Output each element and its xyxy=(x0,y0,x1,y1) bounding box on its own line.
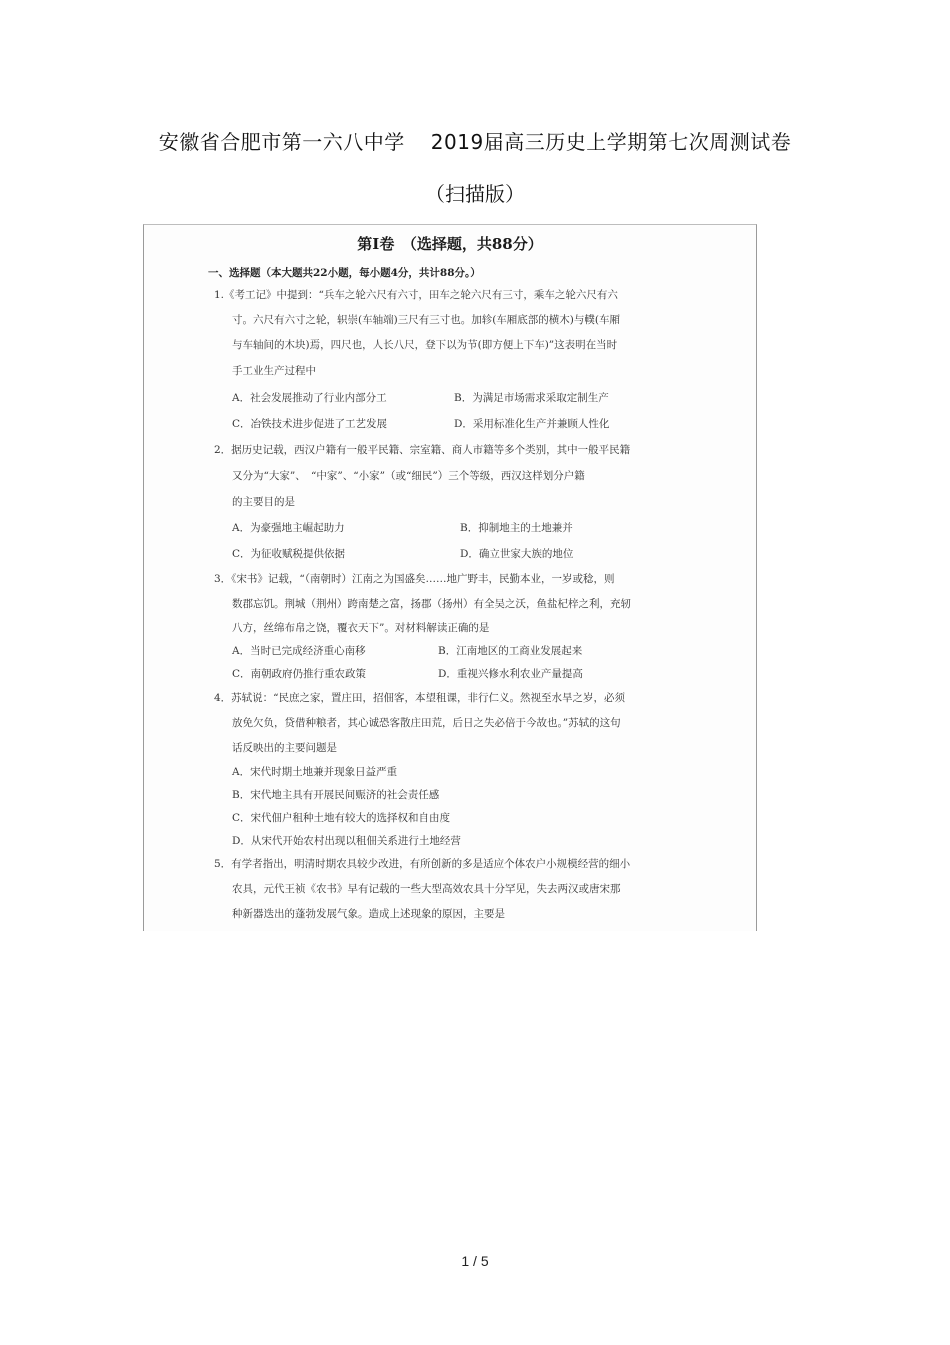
q1-option-c: C．冶铁技术进步促进了工艺发展 xyxy=(232,418,388,430)
q2-option-b: B．抑制地主的土地兼并 xyxy=(460,522,573,534)
q1-line-4: 手工业生产过程中 xyxy=(232,365,316,377)
q1-line-2: 寸。六尺有六寸之轮，轵崇(车轴端)三尺有三寸也。加轸(车厢底部的横木)与轐(车厢 xyxy=(232,314,620,326)
q3-line-2: 数郡忘饥。荆城（荆州）跨南楚之富，扬郡（扬州）有全吴之沃，鱼盐杞梓之利，充轫 xyxy=(232,598,631,610)
q3-line-1: 3．《宋书》记载，“（南朝时）江南之为国盛矣……地广野丰，民勤本业，一岁或稔，则 xyxy=(214,573,615,585)
q1-option-d: D．采用标准化生产并兼顾人性化 xyxy=(454,418,610,430)
title-exam: 2019届高三历史上学期第七次周测试卷 xyxy=(430,130,792,154)
scanned-exam-image xyxy=(143,224,757,931)
q4-line-1: 4．苏轼说：“民庶之家，置庄田，招佃客，本望租课，非行仁义。然视至水旱之岁，必须 xyxy=(214,692,626,704)
q3-option-d: D．重视兴修水利农业产量提高 xyxy=(438,668,583,680)
q5-line-1: 5．有学者指出，明清时期农具较少改进，有所创新的多是适应个体农户小规模经营的细小 xyxy=(214,858,631,870)
q3-option-c: C．南朝政府仍推行重农政策 xyxy=(232,668,367,680)
q3-option-a: A．当时已完成经济重心南移 xyxy=(232,645,366,657)
title-school: 安徽省合肥市第一六八中学 xyxy=(158,130,405,154)
q4-option-c: C．宋代佃户租种土地有较大的选择权和自由度 xyxy=(232,812,451,824)
q4-option-b: B．宋代地主具有开展民间赈济的社会责任感 xyxy=(232,789,440,801)
q2-option-c: C．为征收赋税提供依据 xyxy=(232,548,346,560)
q4-line-3: 话反映出的主要问题是 xyxy=(232,742,337,754)
q4-option-d: D．从宋代开始农村出现以租佃关系进行土地经营 xyxy=(232,835,461,847)
q1-option-b: B．为满足市场需求采取定制生产 xyxy=(454,392,609,404)
instructions: 一、选择题（本大题共22小题，每小题4分，共计88分。） xyxy=(208,267,481,279)
q4-option-a: A．宋代时期土地兼并现象日益严重 xyxy=(232,766,398,778)
q1-line-1: 1.《考工记》中提到：“兵车之轮六尺有六寸，田车之轮六尺有三寸，乘车之轮六尺有六 xyxy=(214,289,618,301)
q2-option-a: A．为豪强地主崛起助力 xyxy=(232,522,345,534)
page-number: 1 / 5 xyxy=(461,1253,489,1269)
q2-line-1: 2．据历史记载，西汉户籍有一般平民籍、宗室籍、商人市籍等多个类别，其中一般平民籍 xyxy=(214,444,631,456)
q3-line-3: 八方，丝绵布帛之饶，覆衣天下”。对材料解读正确的是 xyxy=(232,622,490,634)
q2-line-3: 的主要目的是 xyxy=(232,496,295,508)
q2-line-2: 又分为“大家”、 “中家”、“小家”（或“细民”）三个等级，西汉这样划分户籍 xyxy=(232,470,585,482)
q5-line-2: 农具，元代王祯《农书》早有记载的一些大型高效农具十分罕见，失去两汉或唐宋那 xyxy=(232,883,621,895)
q4-line-2: 放免欠负，贷借种粮者，其心诚恐客散庄田荒，后日之失必倍于今故也。”苏轼的这句 xyxy=(232,717,621,729)
section-title: 第Ⅰ卷 （选择题，共88分） xyxy=(357,235,543,253)
document-title xyxy=(0,126,950,155)
q3-option-b: B．江南地区的工商业发展起来 xyxy=(438,645,583,657)
q5-line-3: 种新器迭出的蓬勃发展气象。造成上述现象的原因，主要是 xyxy=(232,908,505,920)
q2-option-d: D．确立世家大族的地位 xyxy=(460,548,574,560)
document-subtitle: （扫描版） xyxy=(425,182,525,206)
q1-option-a: A．社会发展推动了行业内部分工 xyxy=(232,392,387,404)
q1-line-3: 与车轴间的木块)焉，四尺也，人长八尺，登下以为节(即方便上下车)”这表明在当时 xyxy=(232,339,618,351)
